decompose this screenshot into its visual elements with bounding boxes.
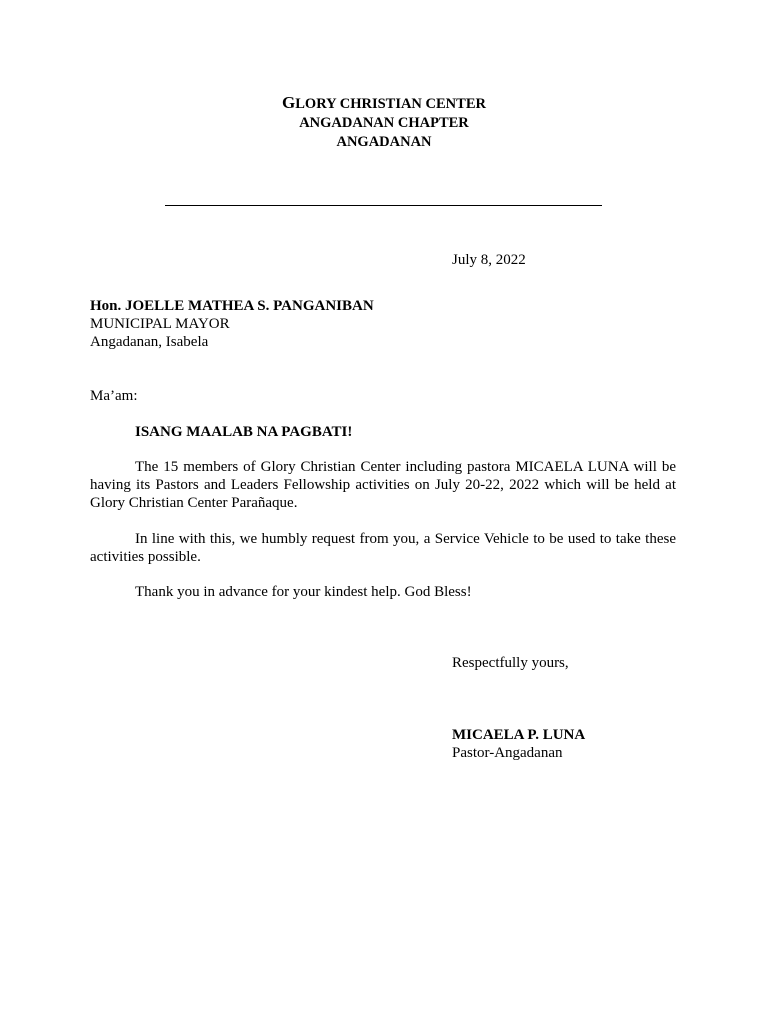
closing: Respectfully yours,	[452, 655, 569, 671]
organization-name-rest: LORY CHRISTIAN CENTER	[295, 96, 486, 112]
letter-date: July 8, 2022	[452, 252, 526, 268]
body-paragraph-2: In line with this, we humbly request from you, a Service Vehicle to be used to take these activities possible.	[90, 531, 676, 565]
chapter-location: ANGADANAN	[336, 134, 432, 150]
greeting: ISANG MAALAB NA PAGBATI!	[135, 424, 353, 440]
body-paragraph-3: Thank you in advance for your kindest help. God Bless!	[135, 584, 472, 600]
recipient-title: MUNICIPAL MAYOR	[90, 316, 230, 332]
organization-initial: G	[282, 93, 296, 112]
signer-name: MICAELA P. LUNA	[452, 727, 586, 743]
header-divider	[165, 205, 602, 206]
chapter-name: ANGADANAN CHAPTER	[299, 115, 469, 131]
letterhead	[0, 93, 768, 152]
salutation: Ma’am:	[90, 388, 138, 404]
recipient-name: Hon. JOELLE MATHEA S. PANGANIBAN	[90, 298, 374, 314]
organization-name	[0, 93, 768, 114]
recipient-address: Angadanan, Isabela	[90, 334, 209, 350]
signature-block	[452, 726, 585, 762]
signer-title: Pastor-Angadanan	[452, 745, 563, 761]
body-paragraph-1: The 15 members of Glory Christian Center including pastora MICAELA LUNA will be having its Pastors and Leaders Fellowship activities on July 20-22, 2022 which will be held at Glory Christian Center Parañaque.	[90, 459, 676, 511]
recipient-block	[90, 297, 374, 351]
